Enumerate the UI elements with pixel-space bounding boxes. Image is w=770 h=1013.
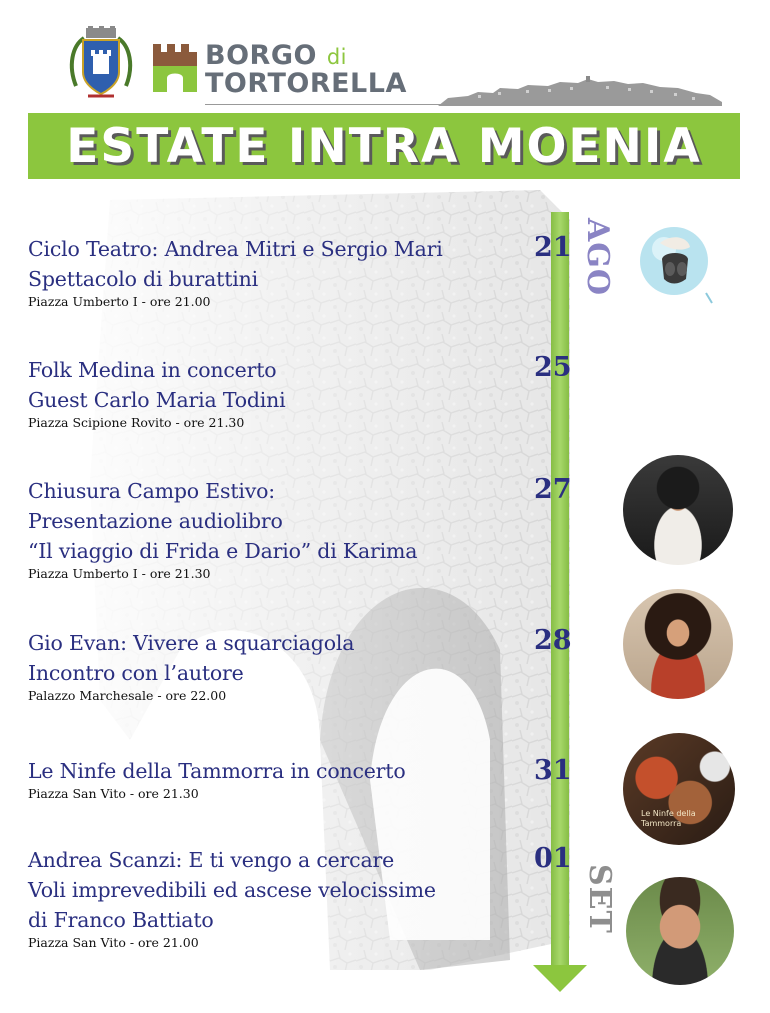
event-title-line: Voli imprevedibili ed ascese velocissime — [28, 878, 436, 902]
event-title-line: Chiusura Campo Estivo: — [28, 479, 275, 503]
event-item — [28, 355, 528, 431]
event-series-title: ESTATE INTRA MOENIA — [66, 119, 702, 174]
borgo-logo-icon — [153, 44, 197, 92]
event-title-line: Spettacolo di burattini — [28, 267, 258, 291]
brand-name-line1: BORGO di — [205, 40, 348, 71]
cover-text: Le Ninfe della Tammorra — [641, 809, 696, 828]
event-title-line: Andrea Scanzi: E ti vengo a cercare — [28, 848, 395, 872]
brand-name-line2: TORTORELLA — [205, 68, 407, 99]
event-title-line: Presentazione audiolibro — [28, 509, 283, 533]
puppet-balloon-icon — [632, 221, 716, 305]
event-title-line: di Franco Battiato — [28, 908, 214, 932]
title-banner — [28, 113, 740, 179]
event-day: 25 — [534, 352, 572, 383]
event-day: 31 — [534, 755, 572, 786]
event-title-line: Incontro con l’autore — [28, 661, 244, 685]
header-divider — [205, 104, 721, 105]
brand-di: di — [326, 45, 348, 69]
village-skyline-illustration — [438, 76, 722, 106]
event-day: 01 — [534, 843, 572, 874]
event-title-line: Guest Carlo Maria Todini — [28, 388, 286, 412]
event-venue-time: Piazza Umberto I - ore 21.00 — [28, 294, 211, 309]
event-item — [28, 628, 528, 704]
event-venue-time: Piazza Scipione Rovito - ore 21.30 — [28, 415, 245, 430]
month-label-ago: AGO — [580, 218, 615, 297]
municipal-crest-icon — [66, 26, 136, 106]
event-title-line: Folk Medina in concerto — [28, 358, 277, 382]
event-day: 27 — [534, 474, 572, 505]
event-venue-time: Palazzo Marchesale - ore 22.00 — [28, 688, 227, 703]
event-day: 21 — [534, 232, 572, 263]
event-title-line: Gio Evan: Vivere a squarciagola — [28, 631, 355, 655]
event-day: 28 — [534, 625, 572, 656]
event-title-line: Le Ninfe della Tammorra in concerto — [28, 759, 406, 783]
event-item — [28, 756, 528, 802]
karima-portrait — [623, 455, 733, 565]
ninfe-tammorra-cover — [623, 733, 735, 845]
event-item — [28, 476, 528, 582]
event-venue-time: Piazza San Vito - ore 21.30 — [28, 786, 199, 801]
event-item — [28, 234, 528, 310]
event-venue-time: Piazza San Vito - ore 21.00 — [28, 935, 199, 950]
gio-evan-portrait — [623, 589, 733, 699]
timeline-arrow-icon — [533, 965, 587, 992]
event-title-line: “Il viaggio di Frida e Dario” di Karima — [28, 539, 418, 563]
andrea-scanzi-portrait — [626, 877, 734, 985]
month-label-set: SET — [582, 864, 617, 934]
event-title-line: Ciclo Teatro: Andrea Mitri e Sergio Mari — [28, 237, 443, 261]
event-item — [28, 845, 528, 951]
event-venue-time: Piazza Umberto I - ore 21.30 — [28, 566, 211, 581]
